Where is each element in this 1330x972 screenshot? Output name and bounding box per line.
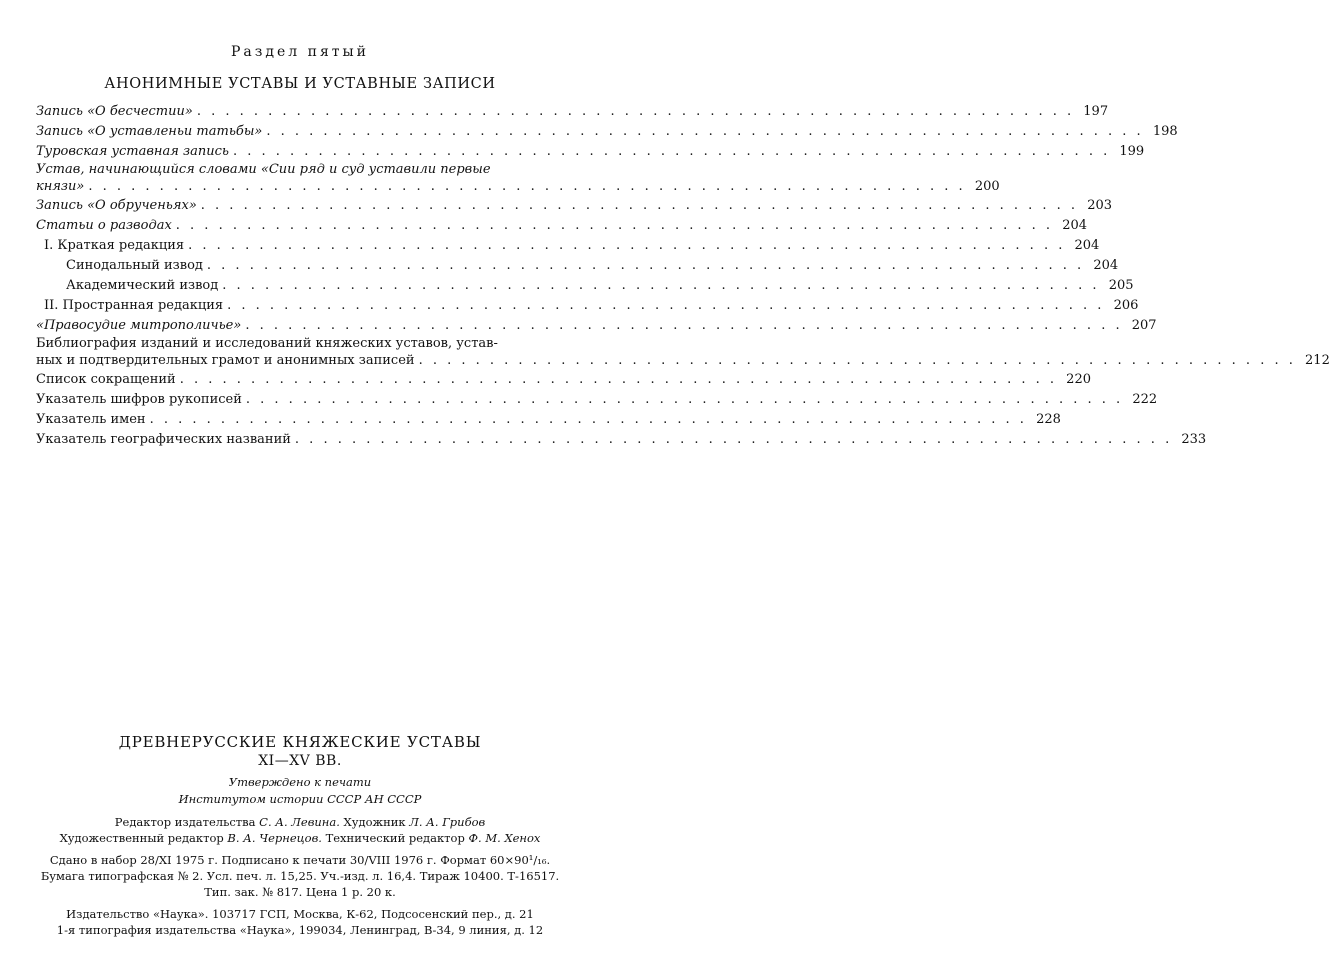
toc-entry: Указатель имен . . . . . . . . . . . . . . . . . . . . . . . . . . . . . . . . . . . . . . . . . . . . . . . . . . . . . . . . . . . . . . 228 [36,410,564,430]
toc-entry: Список сокращений . . . . . . . . . . . . . . . . . . . . . . . . . . . . . . . . . . . . . . . . . . . . . . . . . . . . . . . . . . . . . . 220 [36,370,564,390]
toc-entry: Библиография изданий и исследований княжеских уставов, устав- ных и подтвердительных грамот и анонимных записей . . . . . . . . . . . . . . . . . . . . . . . . . . . . . . . . . . . . . . . . . . . . . . . . . . . . . . . . . . . . . . 212 [36,336,1330,368]
toc-entry-page: 206 [1113,298,1139,313]
toc-entry-title: Туровская уставная запись [36,144,229,159]
toc-entry-title: Синодальный извод [66,258,203,273]
toc-entry-page: 228 [1036,412,1061,427]
imprint-block [0,732,600,938]
toc-entry-title: Указатель географических названий [36,432,291,447]
art-editors-line: Художественный редактор В. А. Чернецов. Технический редактор Ф. М. Хенох [59,831,541,845]
toc-entry-title-line2: князи» [36,179,85,194]
toc-entry: II. Пространная редакция . . . . . . . . . . . . . . . . . . . . . . . . . . . . . . . . . . . . . . . . . . . . . . . . . . . . . . . . . . . . . . 206 [36,296,564,316]
toc-entry-title: Запись «О бесчестии» [36,104,193,119]
toc-entry: Запись «О уставленьи татьбы» . . . . . . . . . . . . . . . . . . . . . . . . . . . . . . . . . . . . . . . . . . . . . . . . . . . . . . . . . . . . . . 198 [36,122,564,142]
toc-entry-page: 199 [1119,144,1145,159]
toc-entry-page: 204 [1074,238,1100,253]
toc-entry: Запись «О бесчестии» . . . . . . . . . . . . . . . . . . . . . . . . . . . . . . . . . . . . . . . . . . . . . . . . . . . . . . . . . . . . . . 197 [36,102,564,122]
toc-entry-title: Запись «О обрученьях» [36,198,197,213]
toc-entry-title: Статьи о разводах [36,218,172,233]
order-price-line: Тип. зак. № 817. Цена 1 р. 20 к. [204,885,396,899]
toc-entry-title: II. Пространная редакция [44,298,224,313]
book-subtitle: XI—XV ВВ. [258,753,342,769]
paper-details-line: Бумага типографская № 2. Усл. печ. л. 15,25. Уч.-изд. л. 16,4. Тираж 10400. Т-16517. [40,869,560,883]
toc-entry-title-line1: Библиография изданий и исследований княжеских уставов, устав- [36,336,498,351]
printer-address: 1-я типография издательства «Наука», 199034, Ленинград, В-34, 9 линия, д. 12 [56,923,544,937]
toc-entry-title: Указатель имен [36,412,146,427]
toc-entry: Статьи о разводах . . . . . . . . . . . . . . . . . . . . . . . . . . . . . . . . . . . . . . . . . . . . . . . . . . . . . . . . . . . . . . 204 [36,216,564,236]
toc-entry-page: 203 [1087,198,1113,213]
book-title: ДРЕВНЕРУССКИЕ КНЯЖЕСКИЕ УСТАВЫ [118,733,482,751]
section-label: Раздел пятый [230,44,370,60]
toc-entry-page: 204 [1093,258,1119,273]
toc-entry-title: Запись «О уставленьи татьбы» [36,124,263,139]
section-title: АНОНИМНЫЕ УСТАВЫ И УСТАВНЫЕ ЗАПИСИ [104,76,496,92]
toc-entry: Указатель шифров рукописей . . . . . . . . . . . . . . . . . . . . . . . . . . . . . . . . . . . . . . . . . . . . . . . . . . . . . . . . . . . . . . 222 [36,390,564,410]
toc-entry-title-line2: ных и подтвердительных грамот и анонимных записей [36,353,415,368]
toc-entry-title-line1: Устав, начинающийся словами «Сии ряд и суд уставили первые [36,162,491,177]
toc-entry: Указатель географических названий . . . . . . . . . . . . . . . . . . . . . . . . . . . . . . . . . . . . . . . . . . . . . . . . . . . . . . . . . . . . . . 233 [36,430,564,450]
editors-line: Редактор издательства С. А. Левина. Художник Л. А. Грибов [114,815,486,829]
print-details-line: Сдано в набор 28/XI 1975 г. Подписано к печати 30/VIII 1976 г. Формат 60×90¹/₁₆. [49,853,551,867]
toc-entry: Устав, начинающийся словами «Сии ряд и суд уставили первые князи» . . . . . . . . . . . . . . . . . . . . . . . . . . . . . . . . . . . . . . . . . . . . . . . . . . . . . . . . . . . . . . 200 [36,162,1000,194]
toc-entry: Туровская уставная запись . . . . . . . . . . . . . . . . . . . . . . . . . . . . . . . . . . . . . . . . . . . . . . . . . . . . . . . . . . . . . . 199 [36,142,564,162]
toc-entry-title: Академический извод [66,278,219,293]
toc-entry-page: 197 [1083,104,1109,119]
toc-entry: I. Краткая редакция . . . . . . . . . . . . . . . . . . . . . . . . . . . . . . . . . . . . . . . . . . . . . . . . . . . . . . . . . . . . . . 204 [36,236,564,256]
toc-entry-title: I. Краткая редакция [44,238,185,253]
toc-entry-page: 212 [1305,353,1330,368]
toc-entry: Академический извод . . . . . . . . . . . . . . . . . . . . . . . . . . . . . . . . . . . . . . . . . . . . . . . . . . . . . . . . . . . . . . 205 [36,276,564,296]
toc-entry: «Правосудие митрополичье» . . . . . . . . . . . . . . . . . . . . . . . . . . . . . . . . . . . . . . . . . . . . . . . . . . . . . . . . . . . . . . 207 [36,316,564,336]
toc-entry-page: 220 [1066,372,1091,387]
toc-entry-page: 200 [974,179,1000,194]
toc-entry-page: 222 [1132,392,1158,407]
toc-entry-page: 233 [1181,432,1207,447]
toc-entry-page: 207 [1131,318,1157,333]
toc-entry-page: 198 [1152,124,1178,139]
toc-appendices [36,336,1330,450]
toc-entry-page: 204 [1062,218,1088,233]
toc-section-five [36,102,1178,336]
toc-entry-title: Указатель шифров рукописей [36,392,242,407]
toc-entry-page: 205 [1108,278,1134,293]
toc-entry-title: Список сокращений [36,372,176,387]
toc-entry-title: «Правосудие митрополичье» [36,318,242,333]
approval-line-1: Утверждено к печати [228,775,372,789]
toc-entry: Запись «О обрученьях» . . . . . . . . . . . . . . . . . . . . . . . . . . . . . . . . . . . . . . . . . . . . . . . . . . . . . . . . . . . . . . 203 [36,196,564,216]
publisher-address: Издательство «Наука». 103717 ГСП, Москва, К-62, Подсосенский пер., д. 21 [66,907,534,921]
toc-entry: Синодальный извод . . . . . . . . . . . . . . . . . . . . . . . . . . . . . . . . . . . . . . . . . . . . . . . . . . . . . . . . . . . . . . 204 [36,256,564,276]
approval-line-2: Институтом истории СССР АН СССР [178,792,422,806]
